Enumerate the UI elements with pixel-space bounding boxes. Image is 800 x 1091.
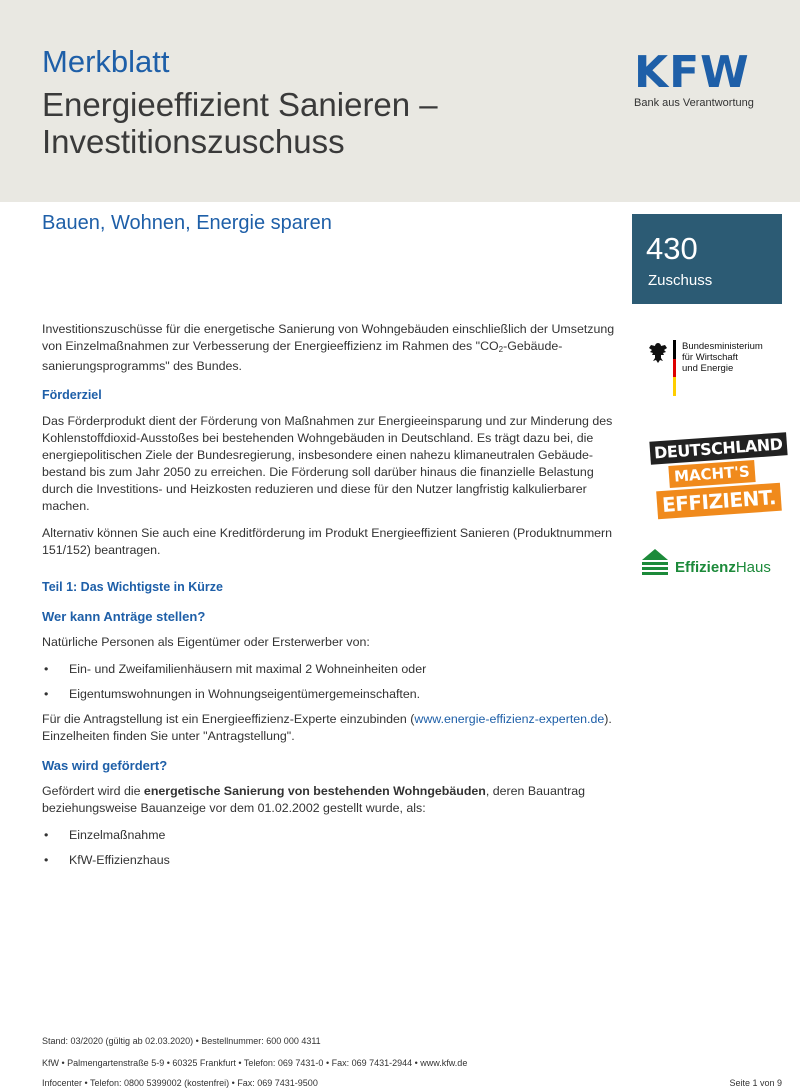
category-subtitle: Bauen, Wohnen, Energie sparen <box>42 212 332 234</box>
header-band <box>0 0 800 202</box>
house-icon <box>641 548 669 576</box>
campaign-logo-line-3: EFFIZIENT. <box>656 483 782 520</box>
product-type-label: Zuschuss <box>648 272 713 289</box>
list-item: • KfW-Effizienzhaus <box>44 853 170 867</box>
alternative-paragraph: Alternativ können Sie auch eine Kreditförderung im Produkt Energieeffizient Sanieren (Produktnummern 151/152) beantragen. <box>42 526 613 557</box>
was-paragraph: Gefördert wird die energetische Sanierung von bestehenden Wohngebäuden, deren Bauantrag beziehungsweise Bauanzeige vor dem 01.02.2002 gestellt wurde, als: <box>42 784 586 815</box>
intro-paragraph: Investitionszuschüsse für die energetische Sanierung von Wohngebäuden einschließlich der Umsetzung von Einzelmaßnahmen zur Verbesserung der Energieeffizienz im Rahmen des "$CO_2-Gebäude$-sanierungsprogramms" des Bundes. <box>42 322 615 373</box>
footer-infocenter-line: Infocenter • Telefon: 0800 5399002 (kostenfrei) • Fax: 069 7431-9500 <box>42 1078 318 1088</box>
federal-eagle-icon <box>648 342 668 364</box>
expert-link[interactable]: www.energie-effizienz-experten.de <box>414 712 605 726</box>
ministry-logo <box>648 338 778 398</box>
page-number: Seite 1 von 9 <box>729 1078 782 1088</box>
subheading-wer: Wer kann Anträge stellen? <box>42 609 206 624</box>
footer-status-line: Stand: 03/2020 (gültig ab 02.03.2020) • Bestellnummer: 600 000 4311 <box>42 1036 321 1046</box>
kfw-logo-letters: KFW <box>634 47 750 98</box>
doc-type-title: Merkblatt <box>42 44 170 79</box>
effizienzhaus-wordmark: EffizienzHaus <box>675 559 771 576</box>
product-number: 430 <box>646 231 698 266</box>
was-list <box>42 827 617 869</box>
kfw-logo-tagline: Bank aus Verantwortung <box>634 97 754 109</box>
effizienzhaus-logo <box>641 548 781 578</box>
doc-title-line-2: Investitionszuschuss <box>42 123 345 160</box>
section-heading-teil-1: Teil 1: Das Wichtigste in Kürze <box>42 580 223 594</box>
foerderziel-paragraph: Das Förderprodukt dient der Förderung von Maßnahmen zur Energieeinsparung und zur Minderung des Kohlenstoffdioxid-Ausstoßes bei bestehenden Wohngebäuden in Deutschland. Es trägt dazu bei, die energiepolitischen Ziele der Bundesregierung, insbesondere einen nahezu klimaneutralen Gebäude-bestand bis zum Jahr 2050 zu erreichen. Die Förderung soll darüber hinaus die finanzielle Belastung durch die Investitions- und Heizkosten reduzieren und diese für den Nutzer langfristig kalkulierbarer machen. <box>42 414 613 513</box>
footer-address-line: KfW • Palmengartenstraße 5-9 • 60325 Frankfurt • Telefon: 069 7431-0 • Fax: 069 7431-2944 • www.kfw.de <box>42 1058 468 1068</box>
list-item: • Ein- und Zweifamilienhäusern mit maximal 2 Wohneinheiten oder <box>44 662 427 676</box>
kfw-logo <box>634 47 754 112</box>
list-item: • Eigentumswohnungen in Wohnungseigentümergemeinschaften. <box>44 687 421 701</box>
ministry-name: Bundesministerium für Wirtschaft und Energie <box>682 341 763 374</box>
campaign-logo <box>647 433 784 525</box>
campaign-logo-line-1: DEUTSCHLAND <box>649 432 787 464</box>
section-heading-foerderziel: Förderziel <box>42 388 102 402</box>
campaign-logo-line-2: MACHT'S <box>668 460 755 488</box>
list-item: • Einzelmaßnahme <box>44 828 166 842</box>
german-flag-stripe <box>673 340 676 396</box>
product-badge <box>632 214 782 304</box>
wer-list <box>42 661 617 703</box>
wer-intro: Natürliche Personen als Eigentümer oder Ersterwerber von: <box>42 635 370 649</box>
main-content <box>42 321 617 877</box>
doc-title-line-1: Energieeffizient Sanieren – <box>42 86 438 123</box>
expert-paragraph: Für die Antragstellung ist ein Energieeffizienz-Experte einzubinden (www.energie-effizienz-experten.de). Einzelheiten finden Sie unter "Antragstellung". <box>42 712 612 743</box>
subheading-was: Was wird gefördert? <box>42 758 168 773</box>
